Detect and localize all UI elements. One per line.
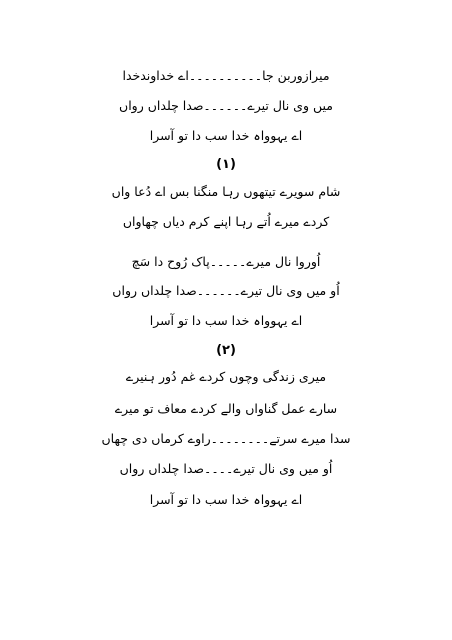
verse-line: اُو میں وی نال تیرے۔۔۔۔صدا چلداں رواں (119, 461, 333, 476)
verse-line: میرازوربن جا۔۔۔۔۔۔۔۔۔۔اے خداوندخدا (122, 68, 330, 83)
verse-line: اُو میں وی نال تیرے۔۔۔۔۔۔صدا چلداں رواں (112, 283, 340, 298)
verse-line: اُوروا نال میرے۔۔۔۔۔پاک رُوح دا سَچ (131, 254, 321, 269)
verse-line: کردے میرے اُتے رہا اپنے کرم دیاں چھاواں (122, 214, 330, 229)
verse-line: اے یہوواہ خدا سب دا تو آسرا (149, 492, 303, 507)
stanza-number: (۲) (216, 343, 236, 358)
verse-line: اے یہوواہ خدا سب دا تو آسرا (149, 313, 303, 328)
verse-line: سدا میرے سرتے۔۔۔۔۔۔۔۔راوے کرماں دی چھاں (101, 431, 351, 446)
verse-line: میری زندگی وچوں کردے غم دُور ہنیرے (125, 369, 327, 384)
verse-line: میں وی نال تیرے۔۔۔۔۔۔صدا چلداں رواں (119, 98, 333, 113)
verse-line: سارے عمل گناواں والے کردے معاف تو میرے (114, 401, 338, 416)
verse-line: اے یہوواہ خدا سب دا تو آسرا (149, 128, 303, 143)
verse-line: شام سویرے تیتھوں رہا منگنا بس اے دُعا واں (111, 184, 341, 199)
stanza-number: (۱) (216, 157, 236, 172)
